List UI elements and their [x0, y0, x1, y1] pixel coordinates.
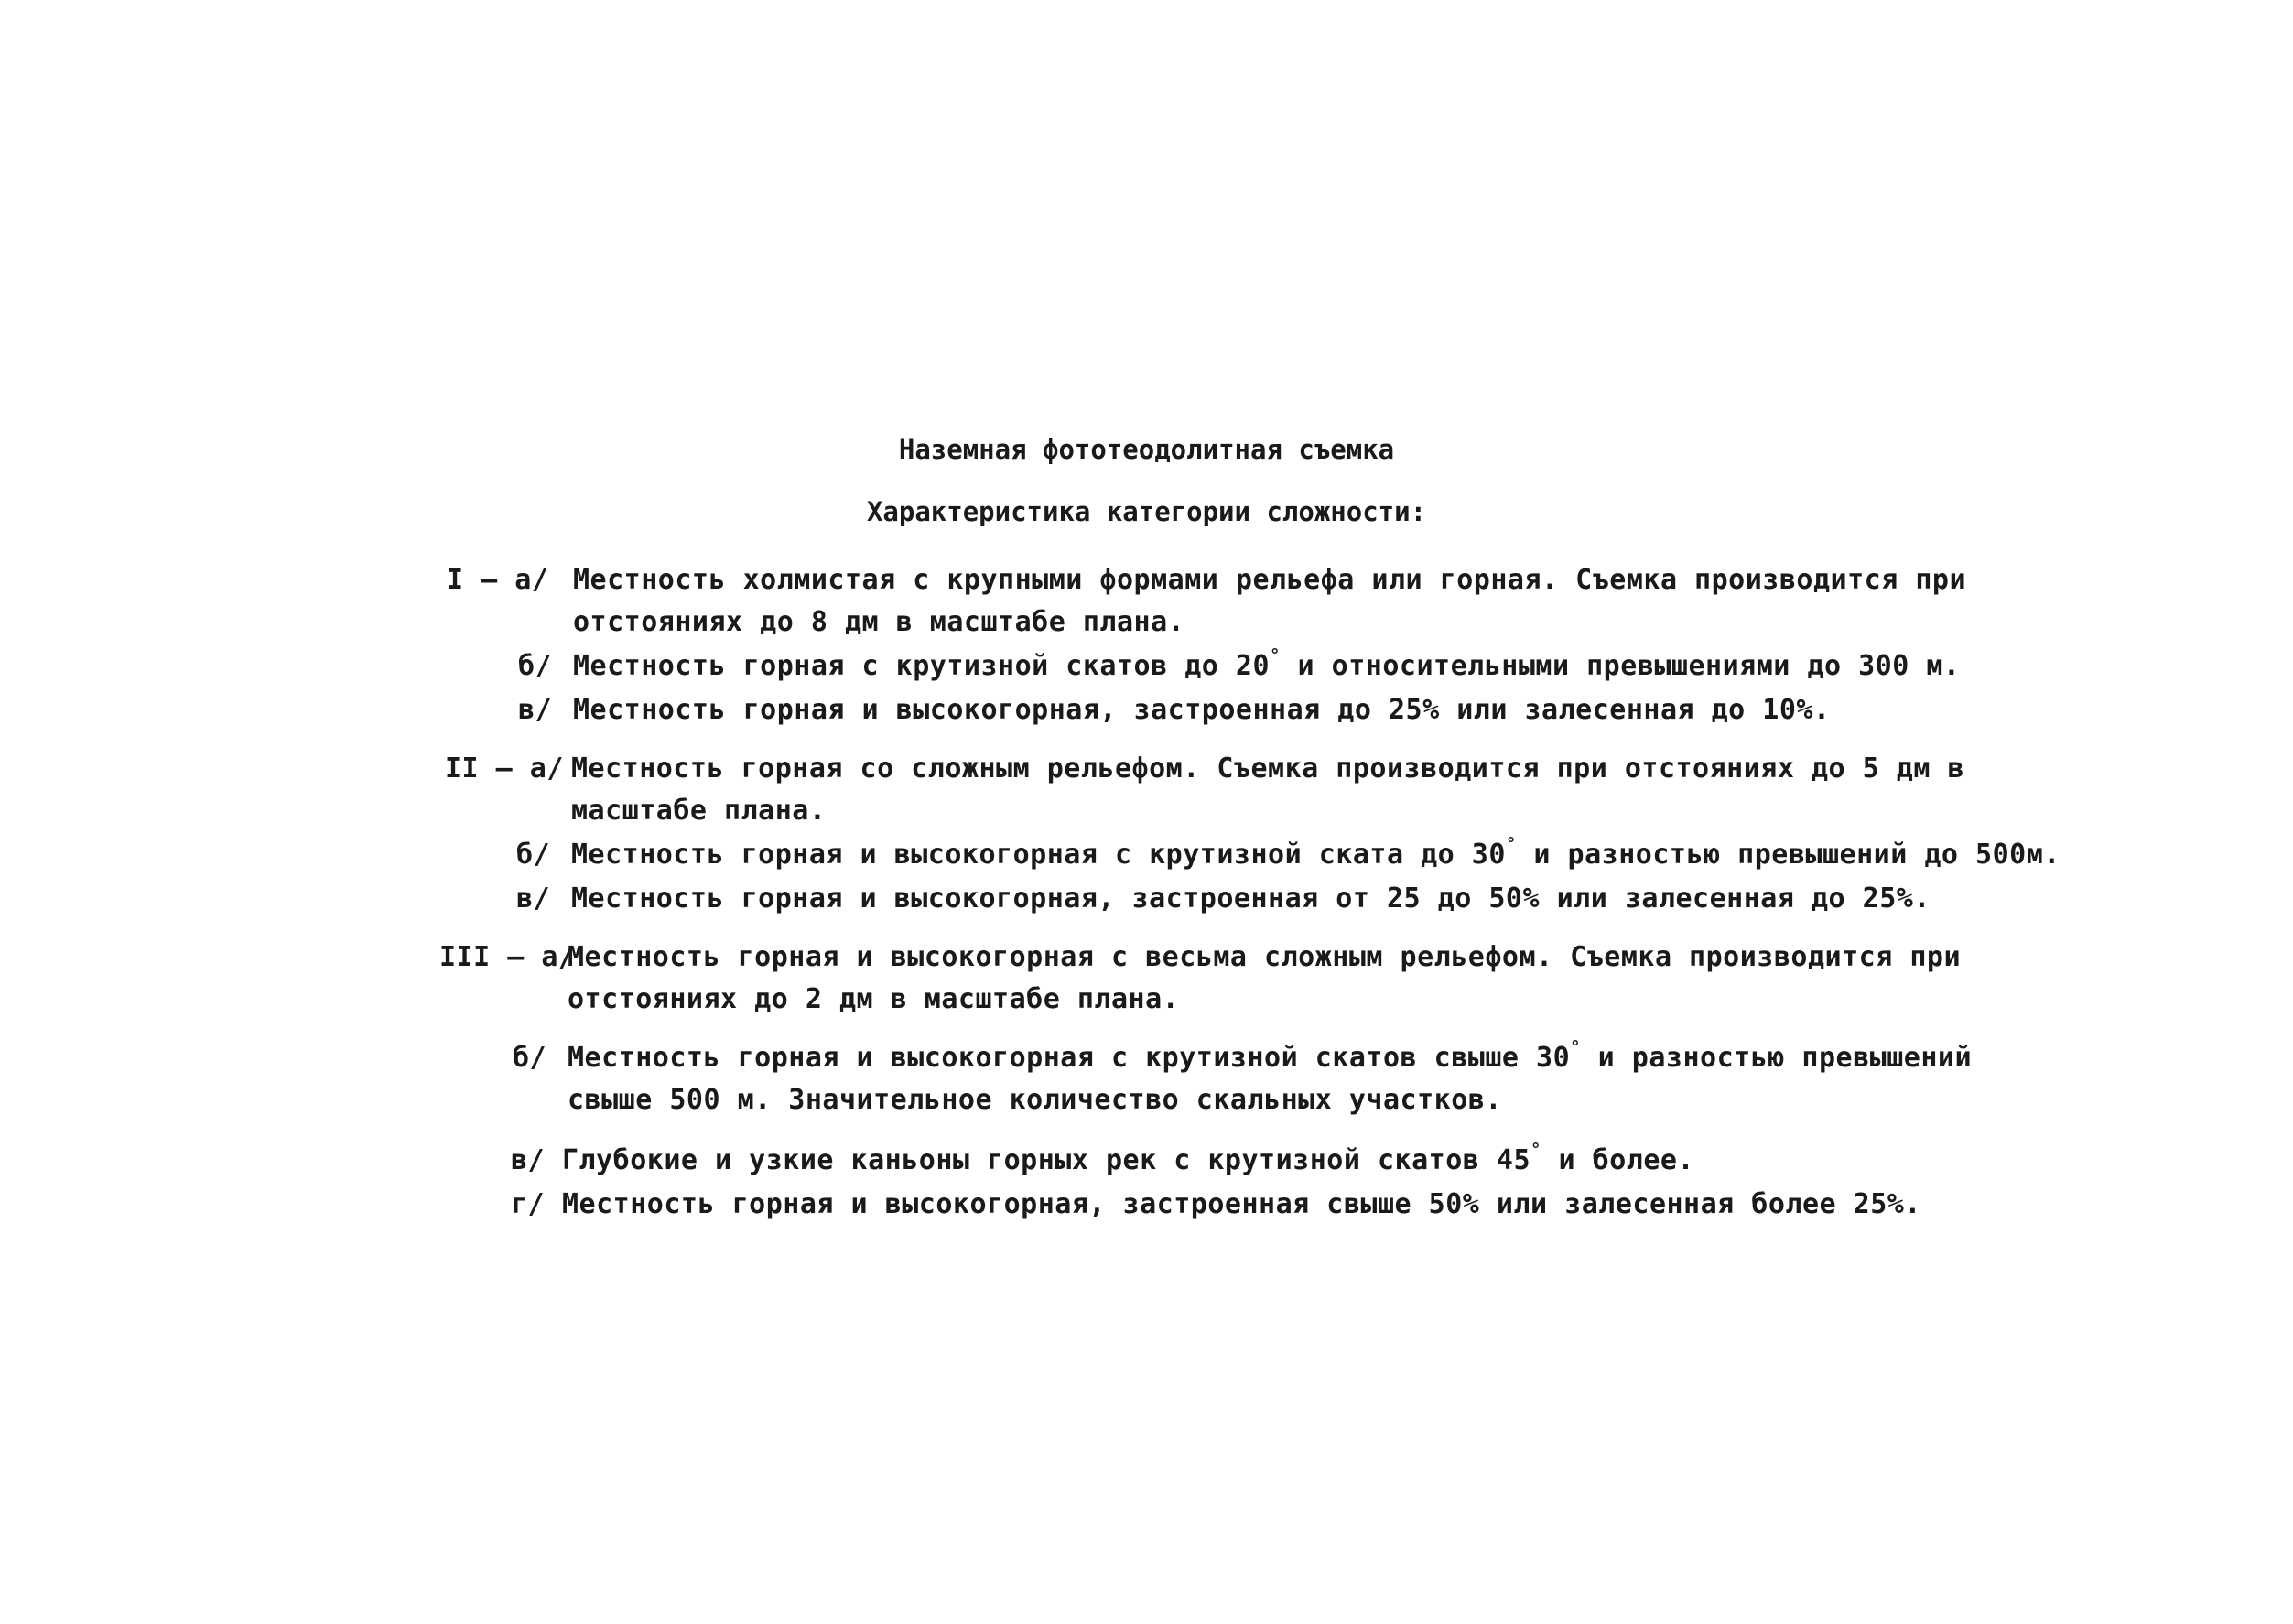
- item-text-line: Местность горная и высокогорная, застроенная до 25% или залесенная до 10%.: [573, 694, 1831, 726]
- item-text-line: Местность холмистая с крупными формами рельефа или горная. Съемка производится при: [573, 564, 1967, 596]
- degree-sign: °: [1530, 1140, 1541, 1160]
- item-mark: в/: [518, 694, 553, 726]
- item-text-line: Местность горная и высокогорная, застроенная свыше 50% или залесенная более 25%.: [562, 1188, 1921, 1220]
- item-text-line: Местность горная и высокогорная с крутизной ската до 30° и разностью превышений до 500м.: [571, 834, 2060, 871]
- item-text-line: отстояниях до 8 дм в масштабе плана.: [573, 606, 1185, 638]
- degree-sign: °: [1505, 834, 1517, 854]
- item-text-line: отстояниях до 2 дм в масштабе плана.: [568, 983, 1180, 1015]
- item-text-line: Местность горная и высокогорная с крутизной скатов свыше 30° и разностью превышений: [568, 1037, 1973, 1074]
- item-mark: в/: [516, 882, 551, 915]
- item-text-line: Местность горная со сложным рельефом. Съемка производится при отстояниях до 5 дм в: [571, 752, 1965, 785]
- category-label: III – а/: [439, 941, 576, 973]
- degree-sign: °: [1570, 1037, 1582, 1057]
- document-title: Наземная фототеодолитная съемка: [898, 434, 1395, 465]
- item-mark: б/: [516, 839, 551, 871]
- category-label: II – а/: [445, 752, 564, 785]
- item-mark: г/: [511, 1188, 546, 1220]
- degree-sign: °: [1270, 645, 1281, 666]
- item-mark: в/: [511, 1144, 546, 1176]
- item-text-line: масштабе плана.: [571, 795, 827, 827]
- item-mark: б/: [518, 650, 553, 682]
- category-label: I – а/: [447, 564, 549, 596]
- item-text-line: Местность горная и высокогорная, застроенная от 25 до 50% или залесенная до 25%.: [571, 882, 1931, 915]
- item-text-line: Глубокие и узкие каньоны горных рек с крутизной скатов 45° и более.: [562, 1140, 1695, 1176]
- item-mark: б/: [513, 1042, 547, 1074]
- item-text-line: свыше 500 м. Значительное количество скальных участков.: [568, 1084, 1502, 1116]
- item-text-line: Местность горная с крутизной скатов до 20° и относительными превышениями до 300 м.: [573, 645, 1961, 682]
- document-subtitle: Характеристика категории сложности:: [866, 496, 1427, 527]
- item-text-line: Местность горная и высокогорная с весьма сложным рельефом. Съемка производится при: [568, 941, 1962, 973]
